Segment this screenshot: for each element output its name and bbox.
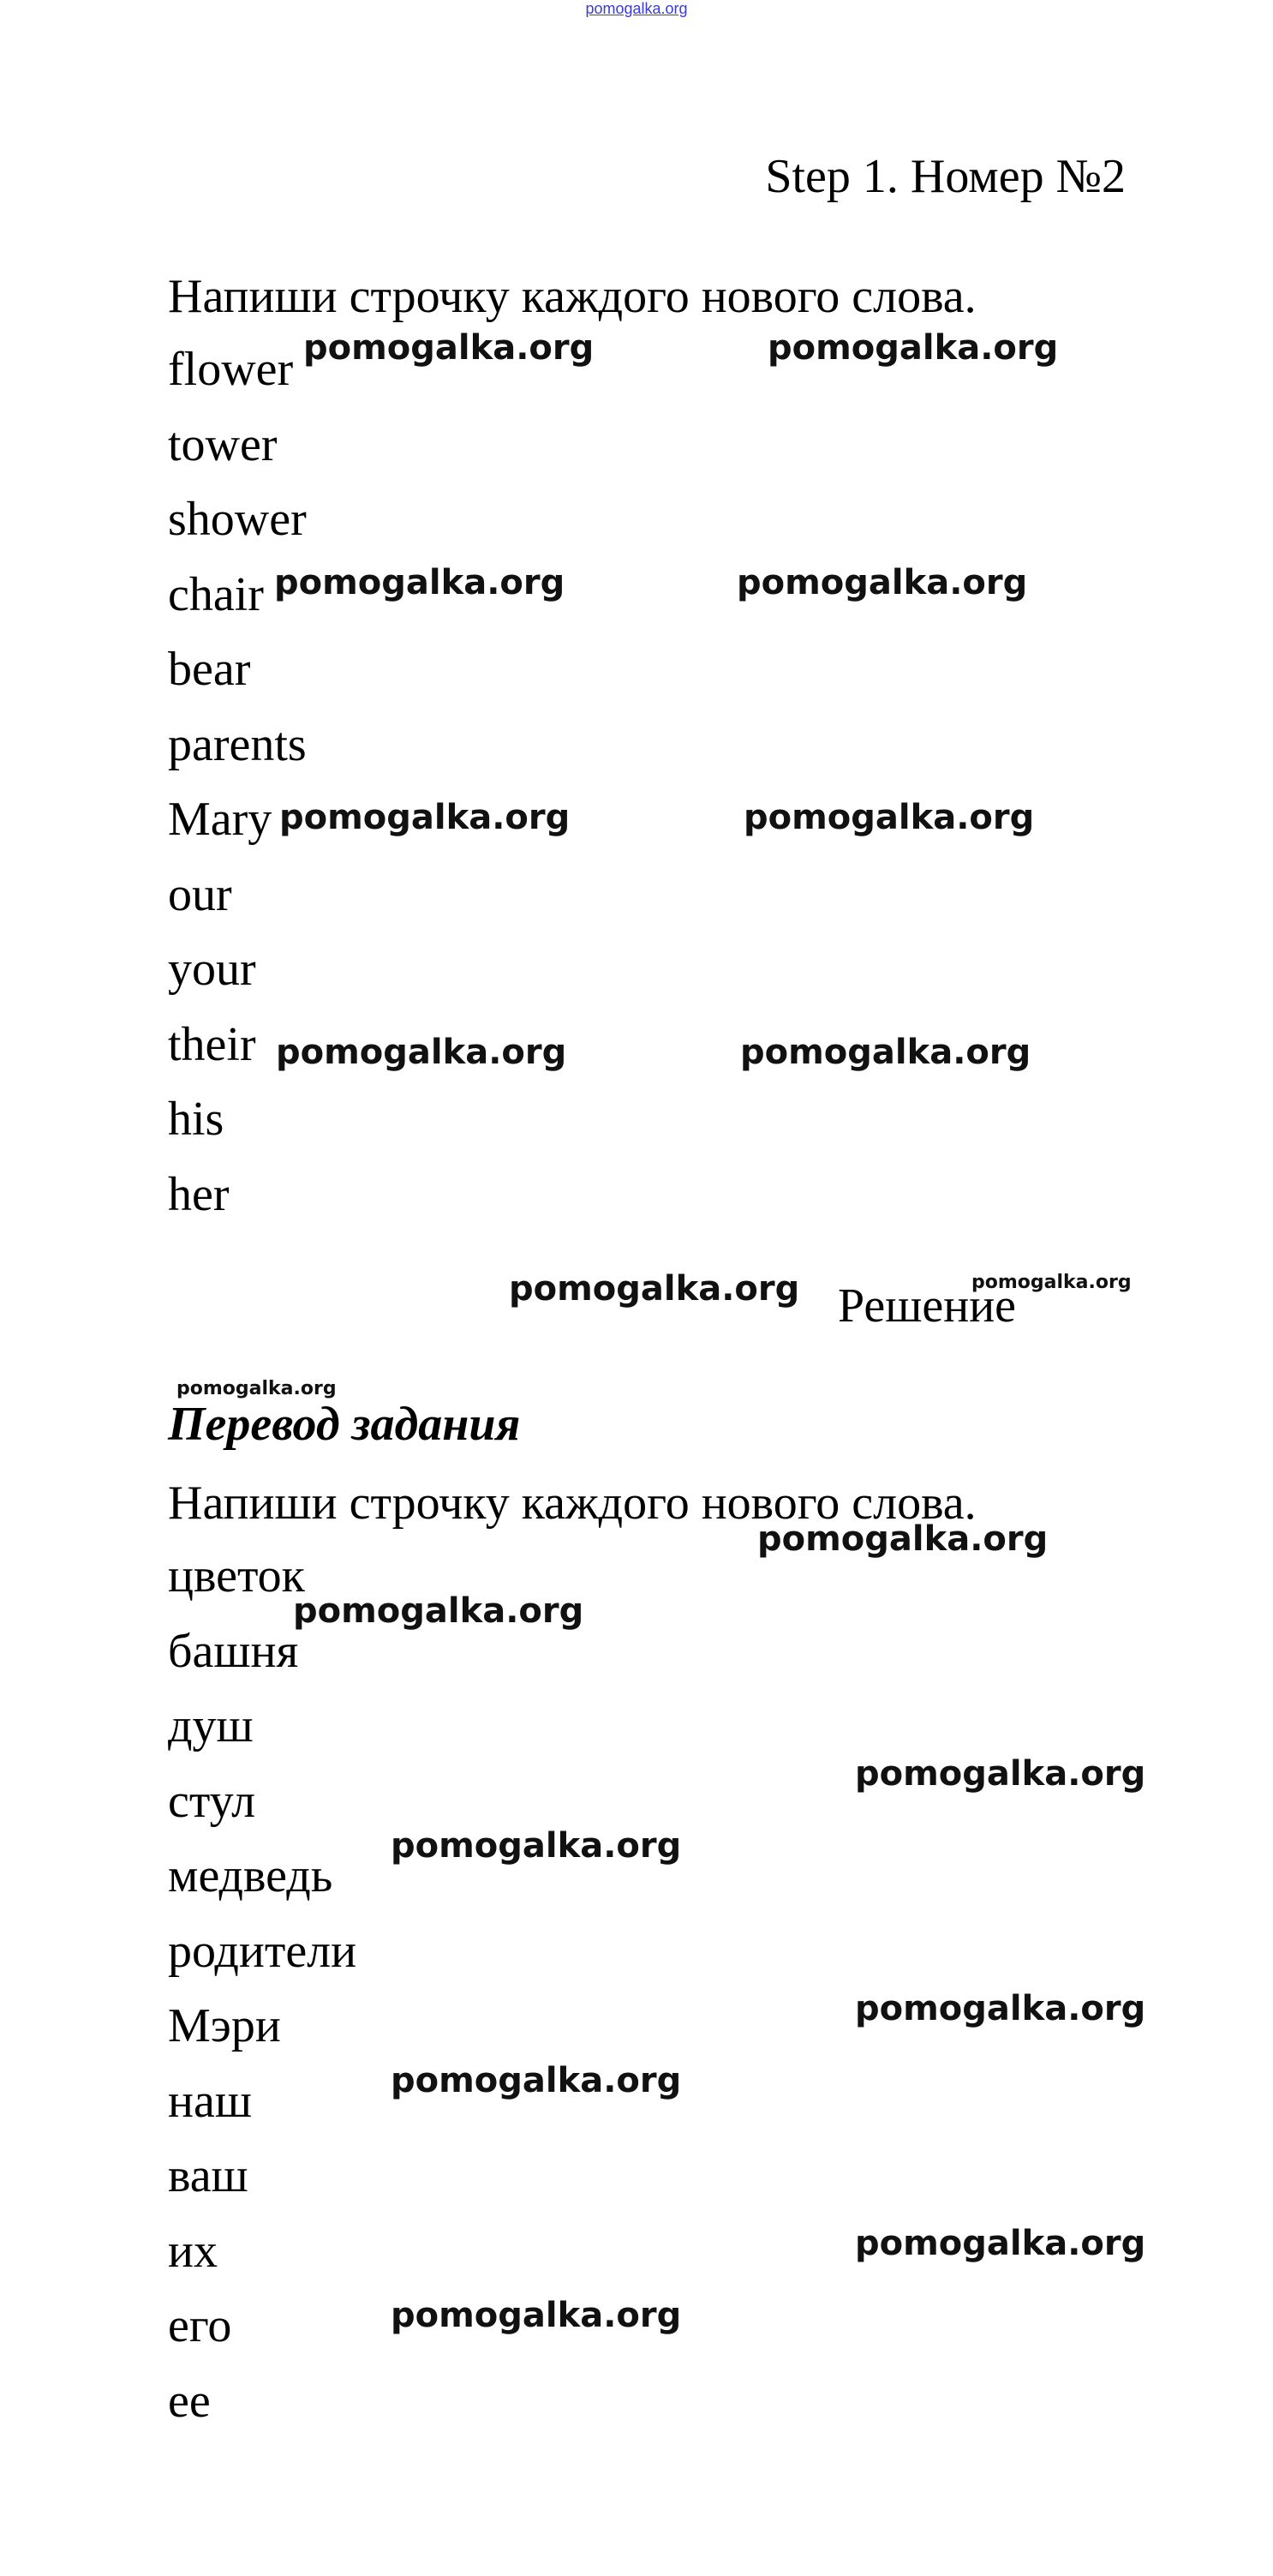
list-item: цветок [168, 1549, 305, 1603]
watermark: pomogalka.org [391, 1826, 682, 1866]
watermark: pomogalka.org [303, 328, 595, 368]
russian-word-list [168, 1539, 356, 2439]
list-item: башня [168, 1624, 299, 1678]
list-item: her [168, 1167, 230, 1221]
list-item: shower [168, 493, 307, 546]
list-item: his [168, 1093, 224, 1146]
list-item: ваш [168, 2149, 248, 2202]
list-item: tower [168, 417, 278, 471]
watermark: pomogalka.org [391, 2061, 682, 2100]
list-item: стул [168, 1774, 256, 1828]
list-item: его [168, 2299, 232, 2352]
watermark: pomogalka.org [855, 2224, 1146, 2263]
watermark: pomogalka.org [293, 1591, 584, 1631]
watermark: pomogalka.org [744, 798, 1035, 837]
list-item: родители [168, 1924, 357, 1978]
watermark: pomogalka.org [757, 1519, 1049, 1559]
task-instruction: Напиши строчку каждого нового слова. [168, 270, 977, 323]
list-item: parents [168, 717, 307, 771]
top-source-link[interactable]: pomogalka.org [585, 0, 688, 17]
watermark: pomogalka.org [279, 798, 571, 837]
list-item: chair [168, 567, 264, 621]
watermark: pomogalka.org [276, 1033, 567, 1072]
list-item: their [168, 1017, 256, 1071]
watermark: pomogalka.org [509, 1269, 800, 1309]
watermark: pomogalka.org [855, 1989, 1146, 2028]
watermark: pomogalka.org [391, 2296, 682, 2335]
translation-instruction: Напиши строчку каждого нового слова. [168, 1477, 977, 1530]
list-item: наш [168, 2074, 252, 2128]
watermark: pomogalka.org [768, 328, 1059, 368]
watermark: pomogalka.org [737, 563, 1028, 602]
page-title: Step 1. Номер №2 [765, 150, 1126, 203]
list-item: Mary [168, 793, 272, 846]
list-item: your [168, 943, 256, 996]
watermark: pomogalka.org [740, 1033, 1031, 1072]
list-item: our [168, 867, 232, 921]
watermark: pomogalka.org [274, 563, 565, 602]
list-item: ее [168, 2374, 211, 2428]
list-item: медведь [168, 1849, 333, 1902]
watermark: pomogalka.org [176, 1378, 337, 1399]
list-item: Мэри [168, 1999, 281, 2052]
translation-title: Перевод задания [168, 1398, 521, 1451]
list-item: bear [168, 643, 251, 696]
list-item: душ [168, 1699, 254, 1752]
solution-label: Решение [838, 1279, 1017, 1333]
watermark: pomogalka.org [855, 1754, 1146, 1794]
list-item: flower [168, 343, 294, 396]
watermark: pomogalka.org [971, 1272, 1132, 1293]
english-word-list [168, 332, 307, 1232]
list-item: их [168, 2224, 218, 2278]
